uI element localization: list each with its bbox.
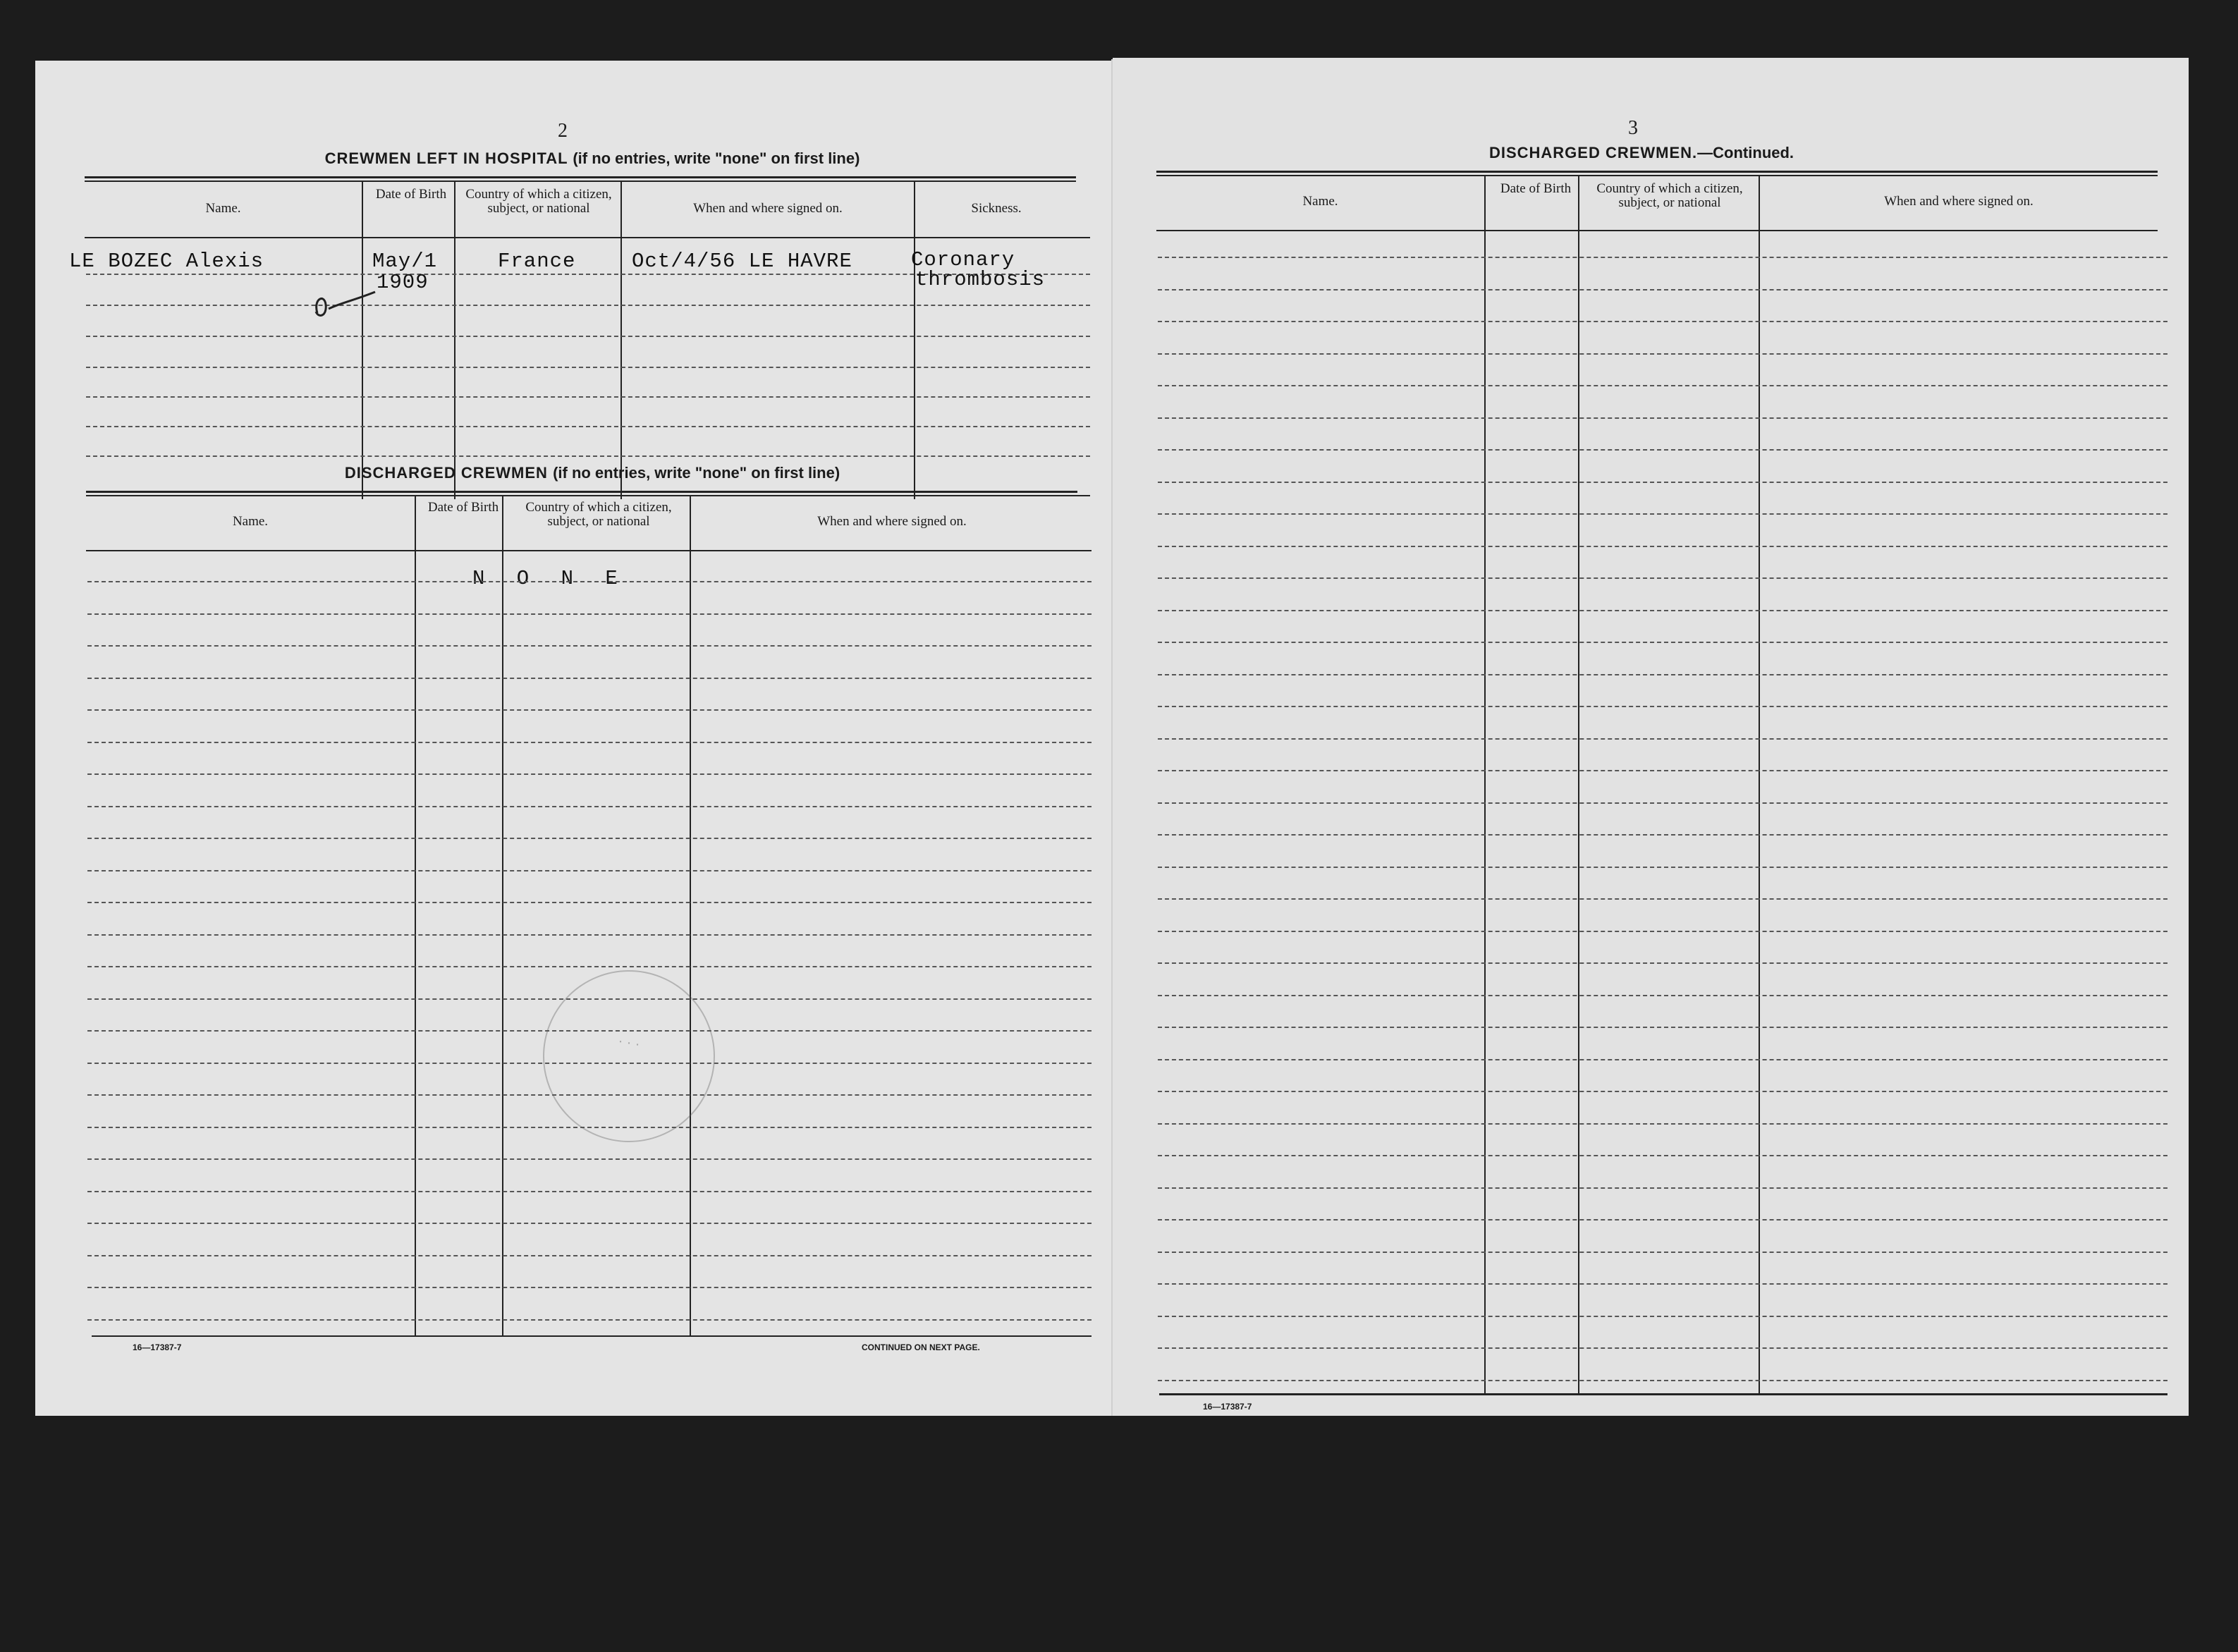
row-line bbox=[87, 934, 1092, 936]
row-line bbox=[87, 1287, 1092, 1288]
row-line bbox=[87, 1319, 1092, 1321]
col-date-of-birth: Date of Birth bbox=[1500, 181, 1572, 196]
col-date-of-birth: Date of Birth bbox=[427, 500, 499, 515]
row-line bbox=[87, 773, 1092, 775]
row-line bbox=[87, 1223, 1092, 1224]
row-line bbox=[87, 806, 1092, 807]
row-line bbox=[87, 1255, 1092, 1256]
row-line bbox=[1158, 1283, 2167, 1285]
row-line bbox=[87, 678, 1092, 679]
row-line bbox=[1158, 321, 2167, 322]
column-divider bbox=[362, 181, 363, 499]
column-divider bbox=[690, 495, 691, 1337]
column-divider bbox=[454, 181, 455, 499]
row-line bbox=[1158, 931, 2167, 932]
row-line bbox=[1158, 610, 2167, 611]
discharged-title-note: (if no entries, write "none" on first line) bbox=[553, 464, 840, 482]
entry-sickness-1: Coronary bbox=[911, 248, 1015, 271]
row-line bbox=[86, 426, 1090, 427]
row-line bbox=[1158, 1155, 2167, 1156]
row-line bbox=[1158, 995, 2167, 996]
row-line bbox=[1158, 1380, 2167, 1381]
column-divider bbox=[415, 495, 416, 1337]
right-page bbox=[1113, 58, 2189, 1416]
column-divider bbox=[914, 181, 915, 499]
row-line bbox=[87, 742, 1092, 743]
col-signed-on: When and where signed on. bbox=[693, 201, 843, 216]
row-line bbox=[1158, 1059, 2167, 1060]
table-rule bbox=[86, 550, 1092, 551]
column-divider bbox=[1484, 175, 1486, 1395]
row-line bbox=[86, 367, 1090, 368]
row-line bbox=[87, 709, 1092, 711]
title-suffix: —Continued. bbox=[1697, 144, 1794, 161]
row-line bbox=[1158, 802, 2167, 804]
row-line bbox=[87, 613, 1092, 615]
col-country: Country of which a citizen, subject, or national bbox=[1596, 181, 1743, 210]
entry-name: LE BOZEC Alexis bbox=[69, 250, 264, 273]
row-line bbox=[1158, 449, 2167, 451]
col-country: Country of which a citizen, subject, or national bbox=[465, 187, 612, 216]
row-line bbox=[1158, 738, 2167, 740]
entry-signed-on: Oct/4/56 LE HAVRE bbox=[632, 250, 852, 273]
table-rule bbox=[85, 181, 1076, 182]
hospital-title-text: CREWMEN LEFT IN HOSPITAL bbox=[324, 149, 568, 167]
row-line bbox=[1158, 1123, 2167, 1125]
entry-dob-year: 1909 bbox=[377, 271, 429, 294]
row-line bbox=[1158, 898, 2167, 900]
row-line bbox=[1158, 1347, 2167, 1349]
row-line bbox=[1158, 1027, 2167, 1028]
row-line bbox=[1158, 770, 2167, 771]
table-rule bbox=[1156, 175, 2158, 176]
col-signed-on: When and where signed on. bbox=[817, 514, 967, 529]
page-number: 2 bbox=[558, 120, 568, 142]
continued-note: CONTINUED ON NEXT PAGE. bbox=[862, 1342, 980, 1352]
row-line bbox=[87, 870, 1092, 871]
row-line bbox=[1158, 577, 2167, 579]
table-rule bbox=[1156, 230, 2158, 231]
hospital-title-note: (if no entries, write "none" on first line) bbox=[573, 149, 860, 167]
row-line bbox=[1158, 385, 2167, 386]
row-line bbox=[87, 581, 1092, 582]
row-line bbox=[87, 838, 1092, 839]
row-line bbox=[87, 1158, 1092, 1160]
col-country: Country of which a citizen, subject, or national bbox=[525, 500, 672, 529]
row-line bbox=[87, 645, 1092, 647]
row-line bbox=[1158, 289, 2167, 290]
stamp-lettering: · · · bbox=[616, 1034, 642, 1053]
row-line bbox=[86, 455, 1090, 457]
row-line bbox=[87, 1191, 1092, 1192]
row-line bbox=[86, 336, 1090, 337]
table-rule bbox=[86, 495, 1077, 496]
row-line bbox=[1158, 834, 2167, 836]
entry-dob-month: May/1 bbox=[372, 250, 438, 273]
table-bottom-rule bbox=[1159, 1393, 2167, 1395]
row-line bbox=[86, 396, 1090, 398]
row-line bbox=[1158, 962, 2167, 964]
col-date-of-birth: Date of Birth bbox=[375, 187, 447, 202]
row-line bbox=[1158, 513, 2167, 515]
row-line bbox=[1158, 257, 2167, 258]
table-rule bbox=[1156, 171, 2158, 173]
row-line bbox=[1158, 1091, 2167, 1092]
row-line bbox=[87, 902, 1092, 903]
col-name: Name. bbox=[232, 514, 269, 529]
row-line bbox=[1158, 1252, 2167, 1253]
form-number: 16—17387-7 bbox=[1203, 1402, 1252, 1412]
table-bottom-rule bbox=[92, 1335, 1092, 1337]
table-rule bbox=[86, 491, 1077, 493]
column-divider bbox=[620, 181, 622, 499]
col-name: Name. bbox=[1302, 194, 1338, 209]
col-sickness: Sickness. bbox=[971, 201, 1022, 216]
row-line bbox=[1158, 867, 2167, 868]
column-divider bbox=[502, 495, 503, 1337]
faded-stamp bbox=[543, 970, 715, 1142]
title-text: DISCHARGED CREWMEN. bbox=[1488, 144, 1698, 161]
entry-sickness-2: thrombosis bbox=[915, 268, 1046, 291]
col-signed-on: When and where signed on. bbox=[1884, 194, 2034, 209]
column-divider bbox=[1578, 175, 1579, 1395]
page-number: 3 bbox=[1628, 117, 1638, 139]
row-line bbox=[1158, 706, 2167, 707]
hospital-section-title bbox=[120, 149, 1065, 168]
table-rule bbox=[85, 176, 1076, 178]
row-line bbox=[1158, 674, 2167, 675]
col-name: Name. bbox=[205, 201, 241, 216]
row-line bbox=[1158, 1187, 2167, 1189]
entry-country: France bbox=[498, 250, 576, 273]
form-number: 16—17387-7 bbox=[133, 1342, 182, 1352]
discharged-continued-title bbox=[1324, 144, 1959, 162]
discharged-section-title bbox=[120, 464, 1065, 482]
row-line bbox=[1158, 353, 2167, 355]
none-entry: N O N E bbox=[472, 567, 628, 590]
row-line bbox=[1158, 1219, 2167, 1220]
table-rule bbox=[85, 237, 1090, 238]
row-line bbox=[1158, 546, 2167, 547]
discharged-title-text: DISCHARGED CREWMEN bbox=[344, 464, 548, 482]
row-line bbox=[86, 305, 1090, 306]
row-line bbox=[1158, 1316, 2167, 1317]
left-page bbox=[35, 61, 1113, 1416]
row-line bbox=[87, 966, 1092, 967]
row-line bbox=[1158, 642, 2167, 643]
column-divider bbox=[1759, 175, 1760, 1395]
row-line bbox=[1158, 482, 2167, 483]
row-line bbox=[1158, 417, 2167, 419]
